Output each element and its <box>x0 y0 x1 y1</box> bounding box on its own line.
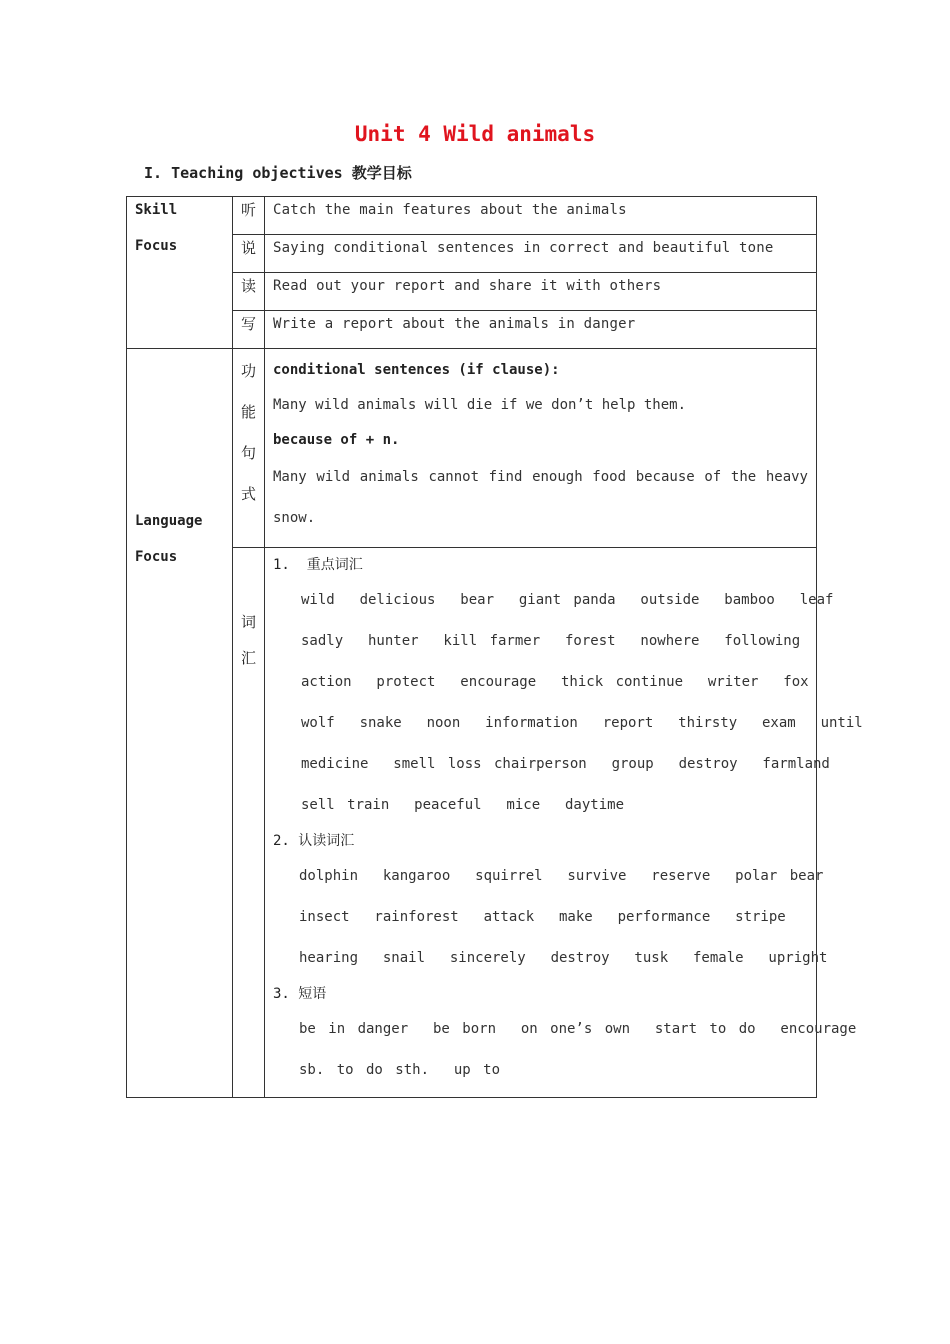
skill-focus-line2: Focus <box>135 238 178 254</box>
page-title: Unit 4 Wild animals <box>354 122 596 146</box>
function-heading: because of + n. <box>273 432 400 448</box>
phrase-line: be in danger be born on one’s own start to do encourage <box>299 1021 857 1037</box>
section-label-cn: 教学目标 <box>351 164 412 182</box>
language-focus-line2: Focus <box>135 549 178 565</box>
function-heading: conditional sentences (if clause): <box>273 362 560 378</box>
function-example: Many wild animals cannot find enough food because of the heavy snow. <box>273 469 808 526</box>
vocab-subheading <box>273 550 808 580</box>
vocab-heading: 重点词汇 <box>306 557 363 573</box>
phrase-line: sb. to do sth. up to <box>299 1062 501 1078</box>
functions-content <box>265 349 817 548</box>
word-line: hearing snail sincerely destroy tusk female upright <box>299 950 828 966</box>
recognition-words <box>273 856 828 979</box>
skill-text: Catch the main features about the animals <box>265 197 817 235</box>
skill-reading: 读 <box>233 273 265 311</box>
function-example: Many wild animals will die if we don’t help them. <box>273 397 687 413</box>
skill-text: Write a report about the animals in danger <box>265 311 817 349</box>
functions-char: 句 <box>240 444 256 462</box>
section-label: Teaching objectives <box>171 164 343 182</box>
skill-focus-label <box>127 197 233 349</box>
word-line: wolf snake noon information report thirsty exam until <box>301 715 863 731</box>
word-line: wild delicious bear giant panda outside bamboo leaf <box>301 592 834 608</box>
skill-writing: 写 <box>233 311 265 349</box>
word-line: dolphin kangaroo squirrel survive reserve polar bear <box>299 868 824 884</box>
vocab-subheading <box>273 826 808 856</box>
vocab-heading: 认读词汇 <box>298 833 355 849</box>
skill-text: Saying conditional sentences in correct and beautiful tone <box>265 235 817 273</box>
vocab-heading: 短语 <box>298 986 327 1002</box>
word-line: action protect encourage thick continue writer fox <box>301 674 809 690</box>
objectives-table <box>126 196 863 1098</box>
vocabulary-label <box>233 548 265 1098</box>
skill-focus-line1: Skill <box>135 202 178 218</box>
functions-char: 式 <box>240 485 256 503</box>
key-words <box>273 580 863 826</box>
vocabulary-char: 汇 <box>240 649 256 667</box>
word-line: medicine smell loss chairperson group destroy farmland <box>301 756 830 772</box>
language-focus-line1: Language <box>135 513 203 529</box>
vocab-subheading <box>273 979 808 1009</box>
vocabulary-content <box>265 548 863 1098</box>
vocab-number: 1. <box>273 557 290 573</box>
section-number: I. <box>144 164 163 182</box>
vocab-number: 2. <box>273 833 290 849</box>
word-line: sell train peaceful mice daytime <box>301 797 625 813</box>
table-row <box>127 197 817 235</box>
section-heading <box>144 162 412 183</box>
functions-label <box>233 349 265 548</box>
language-focus-label <box>127 349 233 1098</box>
table-row <box>127 349 817 548</box>
word-line: sadly hunter kill farmer forest nowhere following <box>301 633 801 649</box>
skill-text: Read out your report and share it with others <box>265 273 817 311</box>
phrases <box>273 1009 857 1091</box>
functions-char: 功 <box>240 362 256 380</box>
vocabulary-char: 词 <box>240 613 256 631</box>
functions-char: 能 <box>240 403 256 421</box>
skill-speaking: 说 <box>233 235 265 273</box>
word-line: insect rainforest attack make performance stripe <box>299 909 786 925</box>
vocab-number: 3. <box>273 986 290 1002</box>
skill-listening: 听 <box>233 197 265 235</box>
